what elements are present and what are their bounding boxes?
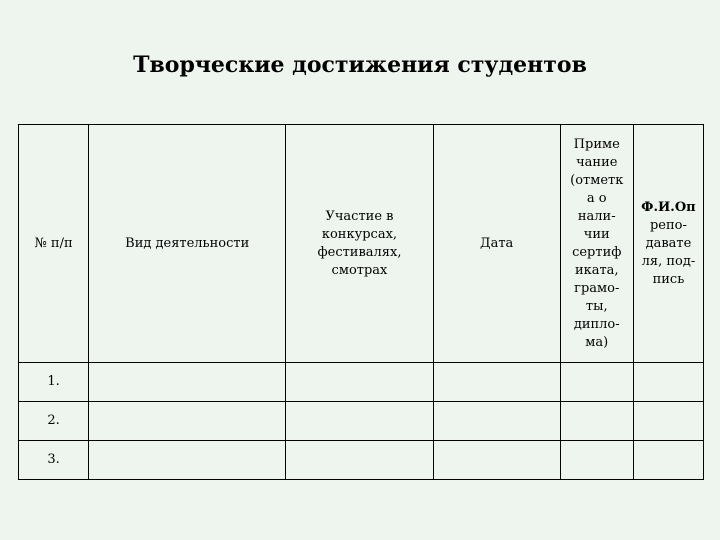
achievements-table	[18, 124, 704, 480]
participation-cell[interactable]	[286, 363, 433, 402]
header-teacher-name: Ф.И.Оп	[641, 199, 696, 215]
header-note-text: Приме чание (отметк а о нали- чии сертиф иката, грамо- ты, дипло- ма)	[570, 136, 624, 350]
header-teacher	[633, 125, 703, 363]
date-cell[interactable]	[433, 363, 560, 402]
note-cell[interactable]	[560, 363, 633, 402]
note-cell[interactable]	[560, 402, 633, 441]
header-activity: Вид деятельности	[89, 125, 286, 363]
date-cell[interactable]	[433, 402, 560, 441]
header-teacher-rest: репо- давате ля, под- пись	[641, 217, 696, 287]
activity-cell[interactable]	[89, 402, 286, 441]
table-row	[19, 402, 704, 441]
header-num: № п/п	[19, 125, 89, 363]
date-cell[interactable]	[433, 441, 560, 480]
teacher-cell[interactable]	[633, 402, 703, 441]
header-note	[560, 125, 633, 363]
teacher-cell[interactable]	[633, 441, 703, 480]
header-date: Дата	[433, 125, 560, 363]
participation-cell[interactable]	[286, 441, 433, 480]
table-row	[19, 363, 704, 402]
activity-cell[interactable]	[89, 441, 286, 480]
row-number: 3.	[19, 441, 89, 480]
table-row	[19, 441, 704, 480]
page-title: Творческие достижения студентов	[133, 52, 587, 78]
header-participation	[286, 125, 433, 363]
teacher-cell[interactable]	[633, 363, 703, 402]
row-number: 2.	[19, 402, 89, 441]
row-number: 1.	[19, 363, 89, 402]
note-cell[interactable]	[560, 441, 633, 480]
participation-cell[interactable]	[286, 402, 433, 441]
table-header-row	[19, 125, 704, 363]
activity-cell[interactable]	[89, 363, 286, 402]
header-participation-text: Участие в конкурсах, фестивалях, смотрах	[317, 208, 402, 278]
